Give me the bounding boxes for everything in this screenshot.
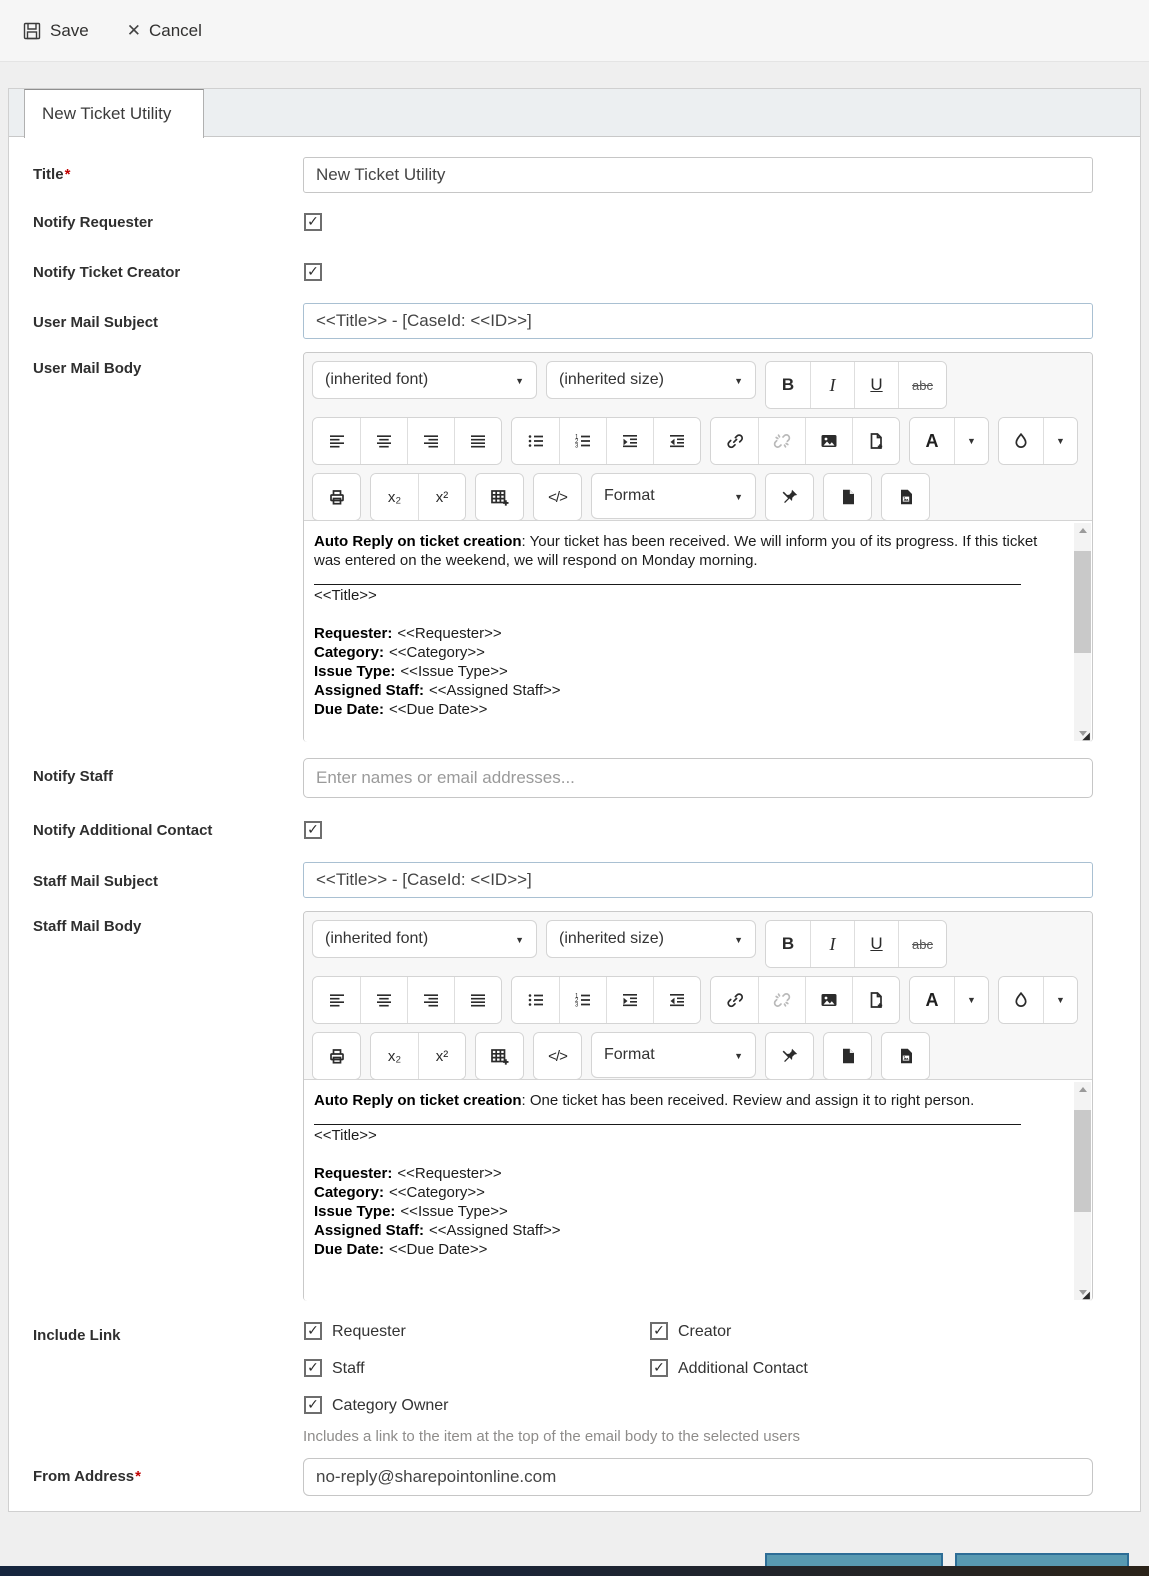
bold-button[interactable]: B [766, 362, 810, 408]
format-dropdown[interactable] [591, 1032, 756, 1078]
svg-text:2: 2 [575, 998, 579, 1004]
include-link-staff-checkbox[interactable] [304, 1359, 322, 1377]
numbered-list-icon [574, 991, 592, 1009]
outdent-icon [668, 991, 686, 1009]
font-family-value: (inherited font) [325, 930, 429, 947]
remove-format-button[interactable] [766, 474, 813, 520]
underline-button[interactable]: U [854, 362, 898, 408]
highlight-color-dropdown[interactable] [1043, 418, 1077, 464]
staff-mail-subject-label: Staff Mail Subject [33, 873, 159, 890]
font-color-icon: A [925, 989, 939, 1010]
bottom-bar [0, 1566, 1149, 1576]
include-link-label: Include Link [33, 1327, 121, 1344]
svg-text:1: 1 [575, 434, 579, 441]
font-size-value: (inherited size) [559, 930, 664, 947]
save-button[interactable] [12, 11, 99, 51]
justify-icon [469, 432, 487, 450]
body-field-row: Issue Type: <<Issue Type>> [314, 1203, 508, 1220]
strikethrough-button[interactable]: abc [898, 362, 946, 408]
svg-text:1: 1 [575, 993, 579, 1000]
include-link-creator-checkbox[interactable] [650, 1322, 668, 1340]
align-left-icon [328, 991, 346, 1009]
resize-handle[interactable]: ◢ [1082, 731, 1090, 742]
image-file-icon [897, 1047, 915, 1065]
justify-button[interactable] [454, 977, 501, 1023]
align-right-button[interactable] [407, 977, 454, 1023]
body-field-row: Due Date: <<Due Date>> [314, 701, 488, 718]
rte-toolbar [304, 353, 1092, 521]
user-mail-body-label: User Mail Body [33, 360, 142, 377]
link-icon [726, 432, 744, 450]
align-center-icon [375, 991, 393, 1009]
include-link-requester-label: Requester [332, 1323, 406, 1340]
notify-additional-contact-checkbox[interactable] [304, 821, 322, 839]
outdent-icon [668, 432, 686, 450]
include-link-requester-checkbox[interactable] [304, 1322, 322, 1340]
page-plus-icon [867, 991, 885, 1009]
image-file-button[interactable] [882, 474, 929, 520]
from-address-label: From Address* [33, 1468, 141, 1485]
bullet-list-icon [527, 991, 545, 1009]
include-link-additional-contact-label: Additional Contact [678, 1360, 808, 1377]
cancel-button[interactable] [117, 11, 212, 51]
scroll-up-icon[interactable] [1074, 523, 1091, 538]
print-icon [328, 1047, 346, 1065]
notify-ticket-creator-checkbox[interactable] [304, 263, 322, 281]
source-code-button[interactable]: </> [534, 1033, 581, 1079]
scrollbar[interactable] [1074, 1082, 1091, 1300]
paste-document-button[interactable] [824, 1033, 871, 1079]
include-link-additional-contact-checkbox[interactable] [650, 1359, 668, 1377]
include-link-category-owner-label: Category Owner [332, 1397, 449, 1414]
notify-staff-input[interactable] [303, 758, 1093, 798]
link-button[interactable] [711, 418, 758, 464]
title-token: <<Title>> [314, 587, 377, 604]
numbered-list-button[interactable] [559, 977, 606, 1023]
chevron-down-icon [515, 371, 524, 389]
body-field-row: Category: <<Category>> [314, 644, 485, 661]
from-address-input[interactable] [303, 1458, 1093, 1496]
paste-document-button[interactable] [824, 474, 871, 520]
title-token: <<Title>> [314, 1127, 377, 1144]
insert-table-button[interactable] [476, 474, 523, 520]
required-asterisk: * [64, 166, 71, 183]
italic-button[interactable]: I [810, 362, 854, 408]
print-icon [328, 488, 346, 506]
numbered-list-button[interactable] [559, 418, 606, 464]
align-center-button[interactable] [360, 977, 407, 1023]
scrollbar[interactable] [1074, 523, 1091, 741]
remove-format-button[interactable] [766, 1033, 813, 1079]
scrollbar-thumb[interactable] [1074, 551, 1091, 653]
droplet-icon [1012, 991, 1030, 1009]
highlight-color-button[interactable] [999, 977, 1043, 1023]
insert-template-button[interactable] [852, 418, 899, 464]
table-plus-icon [490, 488, 509, 507]
font-family-dropdown[interactable] [312, 361, 537, 399]
save-label: Save [50, 20, 89, 40]
chevron-down-icon [734, 930, 743, 948]
superscript-button[interactable]: x² [418, 474, 465, 520]
notify-additional-contact-label: Notify Additional Contact [33, 822, 213, 839]
font-color-dropdown[interactable] [954, 977, 988, 1023]
indent-icon [621, 432, 639, 450]
staff-mail-body-editor [303, 911, 1093, 1301]
staff-mail-body-content[interactable]: Auto Reply on ticket creation: One ticket has been received. Review and assign it to right person. <<Title>> Requester: <<Requester>> Category: <<Category>> Issue Type: <<Issue Type>> Assigned Staff: <<Assigned Staff>> Due Date: <<Due Date>> ◢ [304, 1081, 1092, 1301]
document-icon [839, 1047, 857, 1065]
font-color-button[interactable] [910, 977, 954, 1023]
save-icon [22, 21, 42, 41]
indent-button[interactable] [606, 418, 653, 464]
font-color-button[interactable] [910, 418, 954, 464]
print-button[interactable] [313, 474, 360, 520]
chevron-down-icon [734, 487, 743, 505]
chevron-down-icon [734, 371, 743, 389]
table-plus-icon [490, 1047, 509, 1066]
body-field-row: Category: <<Category>> [314, 1184, 485, 1201]
bullet-list-button[interactable] [512, 977, 559, 1023]
user-mail-body-editor [303, 352, 1093, 742]
insert-image-button[interactable] [805, 977, 852, 1023]
font-size-dropdown[interactable] [546, 361, 756, 399]
bullet-list-button[interactable] [512, 418, 559, 464]
strikethrough-button[interactable]: abc [898, 921, 946, 967]
bold-button[interactable]: B [766, 921, 810, 967]
outdent-button[interactable] [653, 418, 700, 464]
body-field-row: Due Date: <<Due Date>> [314, 1241, 488, 1258]
svg-text:3: 3 [575, 1002, 579, 1009]
document-icon [839, 488, 857, 506]
page-plus-icon [867, 432, 885, 450]
body-field-row: Assigned Staff: <<Assigned Staff>> [314, 1222, 561, 1239]
body-field-row: Assigned Staff: <<Assigned Staff>> [314, 682, 561, 699]
title-input[interactable] [303, 157, 1093, 193]
image-icon [820, 432, 838, 450]
chevron-down-icon [515, 930, 524, 948]
bullet-list-icon [527, 432, 545, 450]
user-mail-body-content[interactable]: Auto Reply on ticket creation: Your ticket has been received. We will inform you of its progress. If this ticket was entered on the weekend, we will respond on Monday morning. <<Title>> Requester: <<Requester>> Category: <<Category>> Issue Type: <<Issue Type>> Assigned Staff: <<Assigned Staff>> Due Date: <<Due Date>> ◢ [304, 522, 1092, 742]
include-link-creator-label: Creator [678, 1323, 732, 1340]
justify-icon [469, 991, 487, 1009]
scroll-up-icon[interactable] [1074, 1082, 1091, 1097]
body-field-row: Requester: <<Requester>> [314, 625, 502, 642]
align-center-button[interactable] [360, 418, 407, 464]
unlink-button[interactable] [758, 418, 805, 464]
pin-slash-icon [781, 488, 799, 506]
image-file-icon [897, 488, 915, 506]
tab-new-ticket-utility[interactable]: New Ticket Utility [24, 89, 204, 138]
scrollbar-thumb[interactable] [1074, 1110, 1091, 1212]
underline-button[interactable]: U [854, 921, 898, 967]
pin-slash-icon [781, 1047, 799, 1065]
rte-toolbar [304, 912, 1092, 1080]
align-left-button[interactable] [313, 977, 360, 1023]
image-icon [820, 991, 838, 1009]
font-size-dropdown[interactable] [546, 920, 756, 958]
required-asterisk: * [135, 1468, 141, 1485]
command-bar [0, 0, 1149, 62]
image-file-button[interactable] [882, 1033, 929, 1079]
font-color-icon: A [925, 430, 939, 451]
svg-text:3: 3 [575, 443, 579, 450]
font-color-dropdown[interactable] [954, 418, 988, 464]
highlight-color-button[interactable] [999, 418, 1043, 464]
format-value: Format [604, 1046, 655, 1063]
insert-table-button[interactable] [476, 1033, 523, 1079]
notify-ticket-creator-label: Notify Ticket Creator [33, 264, 181, 281]
user-mail-subject-label: User Mail Subject [33, 314, 159, 331]
indent-button[interactable] [606, 977, 653, 1023]
print-button[interactable] [313, 1033, 360, 1079]
highlight-color-dropdown[interactable] [1043, 977, 1077, 1023]
unlink-button[interactable] [758, 977, 805, 1023]
link-button[interactable] [711, 977, 758, 1023]
format-dropdown[interactable] [591, 473, 756, 519]
align-right-icon [422, 991, 440, 1009]
resize-handle[interactable]: ◢ [1082, 1290, 1090, 1301]
source-code-button[interactable]: </> [534, 474, 581, 520]
notify-requester-checkbox[interactable] [304, 213, 322, 231]
chevron-down-icon [734, 1046, 743, 1064]
notify-staff-label: Notify Staff [33, 768, 113, 785]
superscript-button[interactable]: x² [418, 1033, 465, 1079]
user-mail-subject-input[interactable] [303, 303, 1093, 339]
close-icon: ✕ [126, 21, 141, 40]
include-link-staff-label: Staff [332, 1360, 365, 1377]
include-link-help-text: Includes a link to the item at the top of the email body to the selected users [303, 1428, 800, 1445]
subscript-button[interactable]: x₂ [371, 1033, 418, 1079]
unlink-icon [773, 991, 791, 1009]
justify-button[interactable] [454, 418, 501, 464]
indent-icon [621, 991, 639, 1009]
link-icon [726, 991, 744, 1009]
align-center-icon [375, 432, 393, 450]
title-label: Title* [33, 166, 71, 183]
body-field-row: Issue Type: <<Issue Type>> [314, 663, 508, 680]
align-left-button[interactable] [313, 418, 360, 464]
divider-line [314, 584, 1021, 585]
droplet-icon [1012, 432, 1030, 450]
numbered-list-icon [574, 432, 592, 450]
cancel-label: Cancel [149, 20, 202, 40]
insert-image-button[interactable] [805, 418, 852, 464]
font-family-dropdown[interactable] [312, 920, 537, 958]
align-left-icon [328, 432, 346, 450]
insert-template-button[interactable] [852, 977, 899, 1023]
notify-requester-label: Notify Requester [33, 214, 154, 231]
staff-mail-body-label: Staff Mail Body [33, 918, 142, 935]
include-link-category-owner-checkbox[interactable] [304, 1396, 322, 1414]
subscript-button[interactable]: x₂ [371, 474, 418, 520]
divider-line [314, 1124, 1021, 1125]
font-size-value: (inherited size) [559, 371, 664, 388]
svg-text:2: 2 [575, 439, 579, 445]
staff-mail-subject-input[interactable] [303, 862, 1093, 898]
outdent-button[interactable] [653, 977, 700, 1023]
align-right-button[interactable] [407, 418, 454, 464]
format-value: Format [604, 487, 655, 504]
italic-button[interactable]: I [810, 921, 854, 967]
body-field-row: Requester: <<Requester>> [314, 1165, 502, 1182]
align-right-icon [422, 432, 440, 450]
unlink-icon [773, 432, 791, 450]
font-family-value: (inherited font) [325, 371, 429, 388]
